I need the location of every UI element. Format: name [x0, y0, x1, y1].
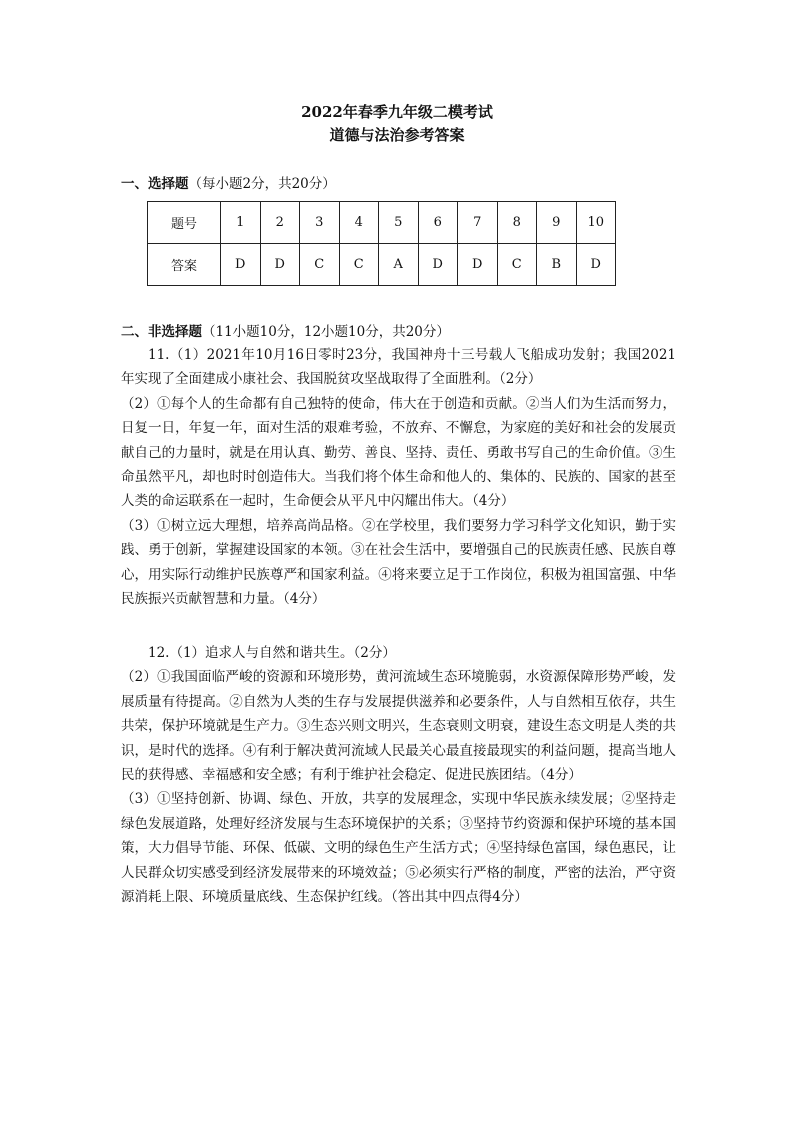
answer-table [147, 201, 616, 286]
question-number: 3 [300, 202, 340, 244]
answer-cell: D [418, 244, 458, 286]
question-number: 4 [339, 202, 379, 244]
question-number: 2 [260, 202, 300, 244]
q12-part3: （3）①坚持创新、协调、绿色、开放，共享的发展理念，实现中华民族永续发展；②坚持走绿色发展道路，处理好经济发展与生态环境保护的关系；③坚持节约资源和保护环境的基本国策，大力倡导节能、环保、低碳、文明的绿色生产生活方式；④坚持绿色富国，绿色惠民，让人民群众切实感受到经济发展带来的环境效益；⑤必须实行严格的制度，严密的法治，严守资源消耗上限、环境质量底线、生态保护红线。（答出其中四点得4分） [121, 791, 676, 906]
section-nonchoice-heading [121, 320, 450, 340]
section-choice-label: 一、选择题 [121, 176, 189, 192]
answer-cell: D [458, 244, 498, 286]
answer-cell: C [339, 244, 379, 286]
answer-cell: D [221, 244, 261, 286]
question-number: 7 [458, 202, 498, 244]
q11-part3: （3）①树立远大理想，培养高尚品格。②在学校里，我们要努力学习科学文化知识，勤于实践、勇于创新，掌握建设国家的本领。③在社会生活中，要增强自己的民族责任感、民族自尊心，用实际行动维护民族尊严和国家利益。④将来要立足于工作岗位，积极为祖国富强、中华民族振兴贡献智慧和力量。（4分） [121, 517, 676, 608]
section-nonchoice-note: （11小题10分，12小题10分，共20分） [202, 324, 450, 340]
answer-cell: D [576, 244, 616, 286]
table-header-number: 题号 [148, 202, 221, 244]
answer-cell: C [300, 244, 340, 286]
question-11-answer [121, 343, 676, 611]
table-header-answer: 答案 [148, 244, 221, 286]
answer-cell: A [379, 244, 419, 286]
question-12-answer [121, 641, 676, 909]
answer-cell: D [260, 244, 300, 286]
section-choice-note: （每小题2分，共20分） [188, 176, 336, 192]
q11-part1: 11.（1）2021年10月16日零时23分，我国神舟十三号载人飞船成功发射；我国2021年实现了全面建成小康社会、我国脱贫攻坚战取得了全面胜利。（2分） [121, 347, 676, 388]
section-choice-heading [121, 172, 336, 192]
q12-part2: （2）①我国面临严峻的资源和环境形势，黄河流域生态环境脆弱，水资源保障形势严峻，发展质量有待提高。②自然为人类的生存与发展提供滋养和必要条件，人与自然相互依存，共生共荣，保护环境就是生产力。③生态兴则文明兴，生态衰则文明衰，建设生态文明是人类的共识，是时代的选择。④有利于解决黄河流域人民最关心最直接最现实的利益问题，提高当地人民的获得感、幸福感和安全感；有利于维护社会稳定、促进民族团结。（4分） [121, 669, 676, 784]
q12-part1: 12.（1）追求人与自然和谐共生。（2分） [148, 645, 396, 661]
answer-cell: C [497, 244, 537, 286]
answer-key-subtitle: 道德与法治参考答案 [329, 126, 465, 144]
section-nonchoice-label: 二、非选择题 [121, 324, 202, 340]
question-number: 1 [221, 202, 261, 244]
table-row [148, 244, 616, 286]
q11-part2: （2）①每个人的生命都有自己独特的使命，伟大在于创造和贡献。②当人们为生活而努力，日复一日，年复一年，面对生活的艰难考验，不放弃、不懈怠，为家庭的美好和社会的发展贡献自己的力量时，就是在用认真、勤劳、善良、坚持、责任、勇敢书写自己的生命价值。③生命虽然平凡，却也时时创造伟大。当我们将个体生命和他人的、集体的、民族的、国家的甚至人类的命运联系在一起时，生命便会从平凡中闪耀出伟大。（4分） [121, 395, 676, 510]
answer-cell: B [537, 244, 577, 286]
exam-title: 2022年春季九年级二模考试 [301, 103, 493, 121]
question-number: 6 [418, 202, 458, 244]
question-number: 9 [537, 202, 577, 244]
question-number: 10 [576, 202, 616, 244]
question-number: 5 [379, 202, 419, 244]
question-number: 8 [497, 202, 537, 244]
table-row [148, 202, 616, 244]
